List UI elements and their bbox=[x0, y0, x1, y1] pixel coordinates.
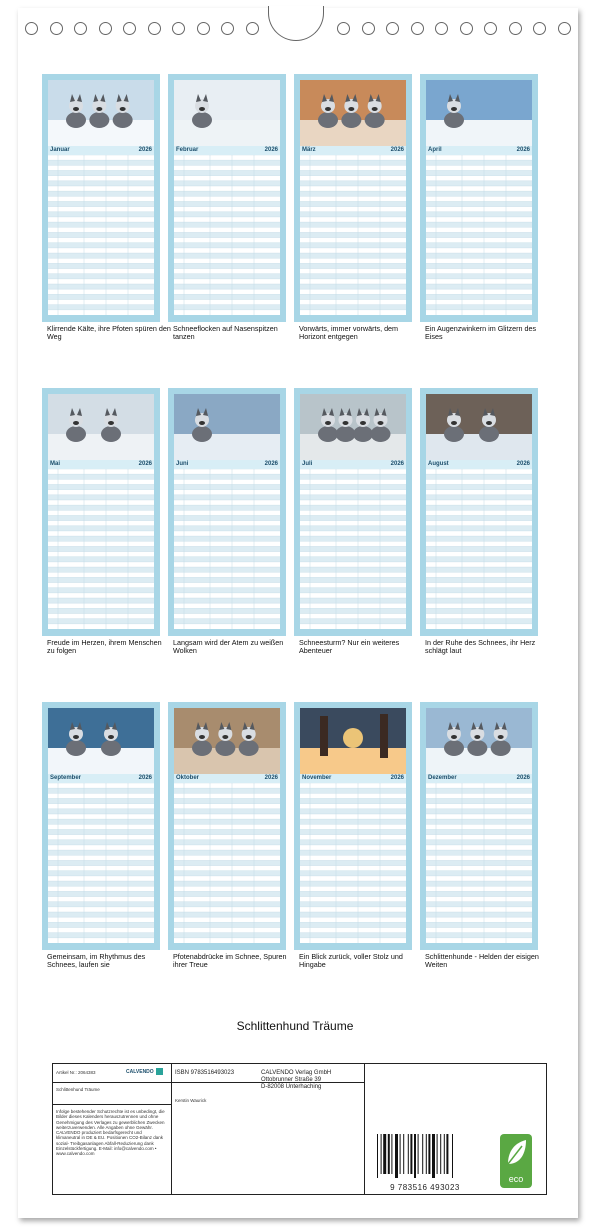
month-caption: Schneesturm? Nur ein weiteres Abenteuer bbox=[299, 638, 400, 655]
binding-ring bbox=[509, 22, 522, 35]
binding-ring bbox=[558, 22, 571, 35]
month-year: 2026 bbox=[516, 461, 530, 467]
calendar-title: Schlittenhund Träume bbox=[236, 1019, 354, 1033]
month-6 bbox=[168, 388, 286, 636]
month-3 bbox=[294, 74, 412, 322]
binding-ring bbox=[337, 22, 350, 35]
binding-ring bbox=[221, 22, 234, 35]
month-8 bbox=[420, 388, 538, 636]
month-photo bbox=[174, 394, 280, 460]
binding-ring bbox=[435, 22, 448, 35]
binding-ring bbox=[50, 22, 63, 35]
month-name: August bbox=[428, 461, 449, 467]
eco-label: eco bbox=[508, 1174, 524, 1184]
month-photo bbox=[174, 708, 280, 774]
month-caption: Pfotenabdrücke im Schnee, Spuren ihrer Treue bbox=[173, 952, 287, 969]
binding-ring bbox=[533, 22, 546, 35]
binding-ring bbox=[246, 22, 259, 35]
month-day-grid bbox=[300, 469, 406, 629]
product-title: Schlittenhund Träume bbox=[56, 1087, 100, 1092]
month-caption: Freude im Herzen, ihrem Menschen zu folgen bbox=[47, 638, 162, 655]
month-header bbox=[300, 146, 406, 155]
month-4 bbox=[420, 74, 538, 322]
month-day-grid bbox=[48, 155, 154, 315]
month-day-grid bbox=[426, 155, 532, 315]
leaf-icon bbox=[500, 1134, 532, 1172]
month-5 bbox=[42, 388, 160, 636]
month-photo bbox=[300, 394, 406, 460]
month-header bbox=[426, 460, 532, 469]
month-photo bbox=[48, 394, 154, 460]
month-day-grid bbox=[48, 783, 154, 943]
month-caption: Klirrende Kälte, ihre Pfoten spüren den Weg bbox=[47, 324, 171, 341]
month-year: 2026 bbox=[390, 147, 404, 153]
month-7 bbox=[294, 388, 412, 636]
calvendo-logo: CALVENDO bbox=[126, 1068, 163, 1075]
month-photo bbox=[300, 708, 406, 774]
barcode-digits: 9 783516 493023 bbox=[390, 1183, 460, 1192]
month-day-grid bbox=[426, 469, 532, 629]
month-name: März bbox=[302, 147, 316, 153]
month-name: Juni bbox=[176, 461, 189, 467]
publisher-address: CALVENDO Verlag GmbH Ottobrunner Straße 39 D-82008 Unterhaching bbox=[261, 1070, 332, 1090]
binding-ring bbox=[362, 22, 375, 35]
eco-badge bbox=[500, 1134, 532, 1188]
info-column-middle bbox=[172, 1064, 365, 1194]
month-year: 2026 bbox=[390, 461, 404, 467]
binding-ring bbox=[386, 22, 399, 35]
month-header bbox=[48, 146, 154, 155]
month-year: 2026 bbox=[516, 147, 530, 153]
month-year: 2026 bbox=[138, 775, 152, 781]
binding-ring bbox=[148, 22, 161, 35]
month-day-grid bbox=[48, 469, 154, 629]
month-caption: Schneeflocken auf Nasenspitzen tanzen bbox=[173, 324, 278, 341]
barcode bbox=[375, 1134, 475, 1190]
legal-text: Infolge bestehender Schutzrechte ist es unbedingt, die Bilder dieses Kalenders herauszutrennen und ohne Genehmigung des Verlages zu gewerblichen Zwecken weiterzuverwenden. Alle Angaben ohne Gewähr. CALVENDO produziert bedarfsgerecht und klimaneutral in DE & EU. Positionen CO2-Bilanz dank sozial- Treibgasanlagen Abfall-Reduzierung dank Einzelstückfertigung. E-Mail: info@calvendo.com • www.calvendo.com bbox=[56, 1109, 165, 1157]
binding-ring bbox=[74, 22, 87, 35]
month-photo bbox=[48, 708, 154, 774]
isbn: ISBN 9783516493023 bbox=[175, 1070, 235, 1076]
month-photo bbox=[426, 80, 532, 146]
month-name: Dezember bbox=[428, 775, 457, 781]
binding-ring bbox=[484, 22, 497, 35]
month-header bbox=[174, 460, 280, 469]
binding-ring bbox=[123, 22, 136, 35]
month-day-grid bbox=[174, 155, 280, 315]
binding-ring bbox=[172, 22, 185, 35]
month-caption: In der Ruhe des Schnees, ihr Herz schlägt laut bbox=[425, 638, 536, 655]
binding-ring bbox=[411, 22, 424, 35]
month-header bbox=[48, 774, 154, 783]
month-1 bbox=[42, 74, 160, 322]
month-header bbox=[426, 146, 532, 155]
month-photo bbox=[174, 80, 280, 146]
month-header bbox=[174, 774, 280, 783]
month-caption: Langsam wird der Atem zu weißen Wolken bbox=[173, 638, 284, 655]
author: Kerstin Waurick bbox=[175, 1098, 207, 1103]
month-year: 2026 bbox=[138, 147, 152, 153]
month-year: 2026 bbox=[264, 147, 278, 153]
month-2 bbox=[168, 74, 286, 322]
month-name: April bbox=[428, 147, 442, 153]
month-photo bbox=[48, 80, 154, 146]
month-caption: Gemeinsam, im Rhythmus des Schnees, laufen sie bbox=[47, 952, 146, 969]
month-9 bbox=[42, 702, 160, 950]
month-day-grid bbox=[174, 783, 280, 943]
month-12 bbox=[420, 702, 538, 950]
month-year: 2026 bbox=[264, 461, 278, 467]
month-name: Oktober bbox=[176, 775, 200, 781]
month-day-grid bbox=[174, 469, 280, 629]
article-number: Artikel Nr.: 2064383 bbox=[56, 1070, 96, 1075]
month-day-grid bbox=[300, 783, 406, 943]
month-caption: Vorwärts, immer vorwärts, dem Horizont entgegen bbox=[299, 324, 399, 341]
month-name: Februar bbox=[176, 147, 199, 153]
info-column-left bbox=[53, 1064, 172, 1194]
month-header bbox=[300, 774, 406, 783]
month-name: September bbox=[50, 775, 82, 781]
month-photo bbox=[426, 394, 532, 460]
binding-ring bbox=[460, 22, 473, 35]
month-header bbox=[48, 460, 154, 469]
month-photo bbox=[426, 708, 532, 774]
month-year: 2026 bbox=[516, 775, 530, 781]
month-day-grid bbox=[300, 155, 406, 315]
month-header bbox=[426, 774, 532, 783]
month-11 bbox=[294, 702, 412, 950]
month-caption: Schlittenhunde - Helden der eisigen Weiten bbox=[425, 952, 539, 969]
binding-ring bbox=[25, 22, 38, 35]
month-year: 2026 bbox=[390, 775, 404, 781]
month-name: Juli bbox=[302, 461, 313, 467]
binding-ring bbox=[197, 22, 210, 35]
month-header bbox=[174, 146, 280, 155]
info-box bbox=[52, 1063, 547, 1195]
month-year: 2026 bbox=[264, 775, 278, 781]
month-name: Mai bbox=[50, 461, 61, 467]
info-column-right bbox=[365, 1064, 546, 1194]
month-10 bbox=[168, 702, 286, 950]
month-day-grid bbox=[426, 783, 532, 943]
month-name: November bbox=[302, 775, 332, 781]
month-caption: Ein Augenzwinkern im Glitzern des Eises bbox=[425, 324, 537, 341]
month-caption: Ein Blick zurück, voller Stolz und Hingabe bbox=[299, 952, 403, 969]
month-name: Januar bbox=[50, 147, 70, 153]
binding-ring bbox=[99, 22, 112, 35]
month-year: 2026 bbox=[138, 461, 152, 467]
month-header bbox=[300, 460, 406, 469]
month-photo bbox=[300, 80, 406, 146]
